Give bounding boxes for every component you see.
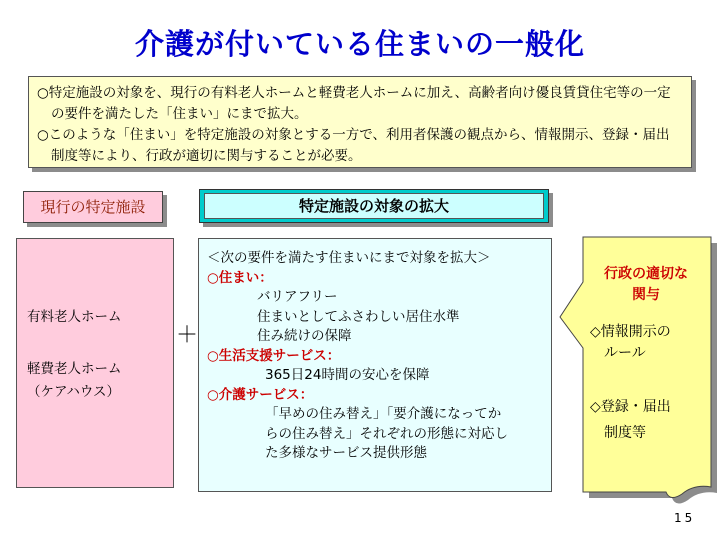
facility-item-care-house: （ケアハウス）	[27, 384, 121, 400]
admin-item-registration-line-1: ◇登録・届出	[590, 399, 671, 415]
requirements-intro: ＜次の要件を満たす住まいにまで対象を拡大＞	[207, 250, 491, 266]
admin-title	[584, 264, 708, 306]
care-item-line-2: らの住み替え」それぞれの形態に対応し	[265, 425, 508, 442]
housing-item-barrier-free: バリアフリー	[257, 289, 338, 305]
care-item-line-1: 「早めの住み替え」「要介護になってか	[265, 406, 502, 422]
admin-item-disclosure-line-1: ◇情報開示の	[590, 324, 671, 340]
housing-item-continued-residence: 住み続けの保障	[257, 328, 352, 344]
page-number: 15	[674, 511, 696, 525]
admin-title-line-1: 行政の適切な	[604, 266, 688, 282]
admin-item-registration	[590, 394, 710, 446]
support-item-24h: 365日24時間の安心を保障	[265, 367, 430, 383]
care-heading: ○介護サービス：	[207, 386, 314, 403]
care-item-line-3: た多様なサービス提供形態	[265, 445, 427, 461]
housing-heading: ○住まい：	[207, 269, 273, 286]
current-facilities-header: 現行の特定施設	[23, 191, 163, 223]
expansion-header-label: 特定施設の対象の拡大	[204, 193, 544, 219]
facility-item-low-cost-home: 軽費老人ホーム	[27, 361, 122, 377]
admin-item-disclosure-line-2: ルール	[604, 345, 646, 361]
admin-item-disclosure	[590, 322, 710, 364]
page-title: 介護が付いている住まいの一般化	[134, 27, 585, 61]
admin-item-registration-line-2: 制度等	[604, 425, 646, 441]
support-heading: ○生活支援サービス：	[207, 347, 341, 364]
admin-title-line-2: 関与	[632, 287, 660, 303]
facility-item-paid-nursing-home: 有料老人ホーム	[27, 309, 122, 325]
summary-line-2: ○このような「住まい」を特定施設の対象とする一方で、利用者保護の観点から、情報開示、登録・届出制度等により、行政が適切に関与することが必要。	[37, 127, 670, 164]
summary-line-1: ○特定施設の対象を、現行の有料老人ホームと軽費老人ホームに加え、高齢者向け優良賃貸住宅等の一定の要件を満たした「住まい」にまで拡大。	[37, 85, 671, 122]
plus-sign: ＋	[176, 323, 199, 348]
housing-item-living-standard: 住まいとしてふさわしい居住水準	[257, 308, 460, 325]
